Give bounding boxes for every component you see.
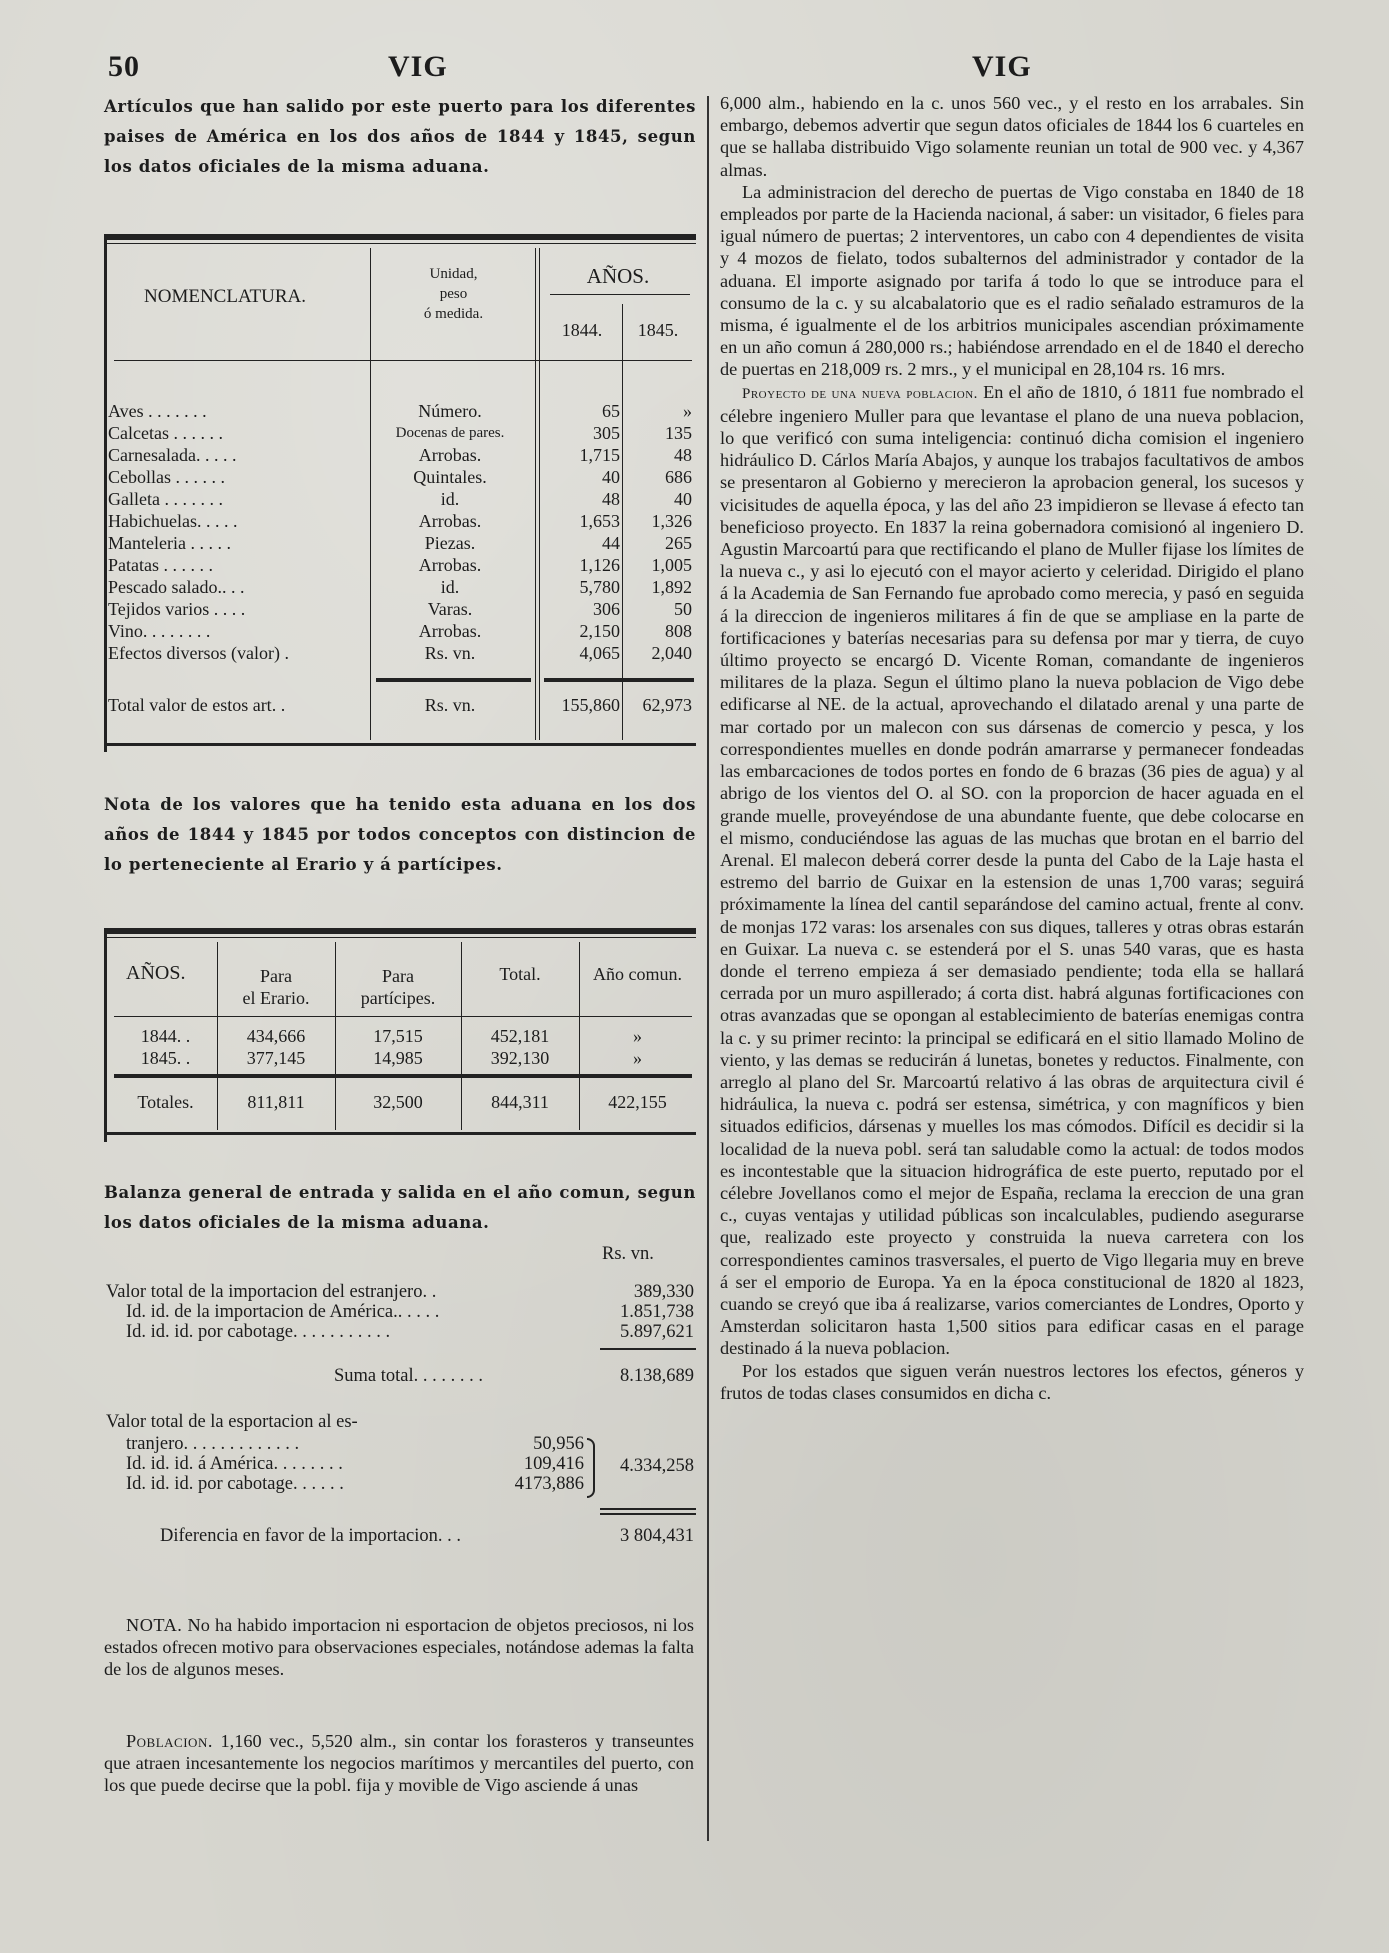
balanza-heading: Balanza general de entrada y salida en el año comun, segun los datos oficiales de la misma aduana. — [104, 1183, 696, 1232]
row-year: 1844. . — [140, 1026, 191, 1046]
exports-table — [104, 234, 696, 754]
row-name: Patatas . . . . . . — [108, 555, 213, 575]
poblacion-paragraph — [104, 1730, 694, 1797]
row-1845: 40 — [674, 489, 692, 509]
exp-america-label: Id. id. id. á América. . . . . . . . — [126, 1454, 343, 1474]
row-1844: 1,126 — [579, 555, 620, 575]
row-name: Galleta . . . . . . . — [108, 489, 223, 509]
table-border — [104, 1132, 696, 1135]
row-1845: 1,892 — [651, 577, 692, 597]
row-1845: 1,326 — [651, 511, 692, 531]
row-name: Habichuelas. . . . . — [108, 511, 238, 531]
total-unit: Rs. vn. — [424, 695, 476, 715]
row-unit: Número. — [418, 401, 482, 421]
anos-rule — [550, 294, 690, 295]
total-rule — [544, 678, 694, 682]
suma-label: Suma total. . . . . . . . — [334, 1366, 484, 1386]
total-1845: 62,973 — [642, 695, 692, 715]
exp-total-value: 50,956 — [533, 1434, 584, 1454]
col-participes: partícipes. — [360, 988, 436, 1008]
row-1844: 2,150 — [579, 621, 620, 641]
nota-paragraph — [104, 1614, 694, 1681]
balanza-section — [104, 1244, 696, 1674]
row-year: 1845. . — [140, 1048, 191, 1068]
totals-rule — [114, 1074, 692, 1078]
table-border — [104, 928, 107, 1142]
proyecto-label: Proyecto de una nueva poblacion. — [742, 385, 978, 402]
proyecto-text: En el año de 1810, ó 1811 fue nombrado el célebre ingeniero Muller para que levantase el plano de una nueva poblacion, lo que verificó con suma inteligencia: continuó dicha comision el ingeniero hidráulico D. Cárlos María Abajos, y aunque los trabajos facultativos de ambos se presentaron al Gobierno y merecieron la aprobacion general, los sucesos y vicisitudes de aquella época, y las del año 23 impidieron se llevase á efecto tan beneficioso proyecto. En 1837 la reina gobernadora comisionó al ingeniero D. Agustin Marcoartú para que rectificando el plano de Muller fijase los límites de la nueva c., y asi lo ejecutó con el mayor acierto y celeridad. Dirigido el plano á la Academia de San Fernando fue aprobado como merecia, y pasó en seguida á la direccion de ingenieros militares á fin de que se ampliase en la parte de fortificaciones y baterías necesarias para su defensa por mar y tierra, de cuyo último proyecto se encargó D. Vicente Roman, comandante de ingenieros militares de la plaza. Segun el último plano la nueva poblacion de Vigo debe edificarse al NE. de la actual, aprovechando el dilatado arenal y una parte de mar cortado por un malecon con sus dársenas de comercio y pesca, y los correspondientes muelles en donde podrán amarrarse y permanecer fondeadas las embarcaciones de todos portes en fondo de 6 brazas (36 pies de agua) y al abrigo de los vientos del O. al SO. con la proporcion de hacer aguada en el grande muelle, proveyéndose de una abundante fuente, que debe colocarse en el mismo, conduciéndose las aguas de las muchas que brotan en el barrio del Arenal. El malecon deberá correr desde la punta del Cabo de la Laje hasta el estremo del barrio de Guixar en la estension de unas 1,700 varas; seguirá próximamente la línea del cantil separándose del camino actual, frente al conv. de monjas 172 varas: los arsenales con sus diques, talleres y otras obras estarán en Guixar. La nueva c. se estenderá por el S. unas 540 varas, que es hasta donde el terreno empieza á ser demasiado pendiente; toda ella se hallará cerrada por un muro aspillerado; á corta dist. habrá algunas fortificaciones con otras avanzadas que se opongan al establecimiento de baterías enemigas contra la c. y su primer recinto: la principal se edificará en el sitio llamado Molino de viento, y las demas se reducirán á lunetas, bonetes y reductos. Finalmente, con arreglo al plano del Sr. Marcoartú relativo á las obras de arquitectura civil é hidráulica, la nueva c. podrá ser estensa, simétrica, y con magníficos y bien situados edificios, dársenas y muelles los mas cómodos. Difícil es decidir si la localidad de la nueva pobl. será tan saludable como la actual: de todos modos es incontestable que la situacion hidrográfica de este puerto, reputado por el célebre Jovellanos como el mejor de España, reclama la ereccion de una gran c., cuyas ventajas y utilidad públicas son incalculables, pudiendo asegurarse que, realizado este proyecto y construida la nueva carretera con los correspondientes caminos trasversales, el puerto de Vigo llegaria muy en breve á ser el emporio de Europa. Ya en la época constitucional de 1820 al 1823, cuando se creyó que iba á realizarse, varios comerciantes de Londres, Oporto y Amsterdan solicitaron hasta 1,500 sitios para edificar casas en el parage destinado á la nueva poblacion. — [720, 381, 1304, 1359]
imp-america-label: Id. id. de la importacion de América.. . . . . — [126, 1302, 440, 1322]
row-1845: 808 — [665, 621, 692, 641]
row-unit: Rs. vn. — [424, 643, 476, 663]
sum-rule — [600, 1513, 696, 1515]
sum-rule — [600, 1508, 696, 1510]
row-total: 452,181 — [490, 1026, 550, 1046]
totals-participes: 32,500 — [373, 1092, 423, 1112]
row-participes: 14,985 — [373, 1048, 423, 1068]
col-comun: Año comun. — [593, 964, 682, 984]
col-nomenclatura: NOMENCLATURA. — [144, 286, 307, 307]
exp-label-2: tranjero. . . . . . . . . . . . . — [126, 1434, 300, 1454]
col-total: Total. — [499, 964, 541, 984]
row-name: Tejidos varios . . . . — [108, 599, 246, 619]
row-comun: » — [633, 1048, 642, 1068]
left-running-title: VIG — [388, 50, 448, 83]
right-paragraph-3 — [720, 381, 1304, 1360]
table-border — [104, 928, 696, 934]
col-erario: el Erario. — [242, 988, 310, 1008]
row-participes: 17,515 — [373, 1026, 423, 1046]
row-1845: 135 — [665, 423, 692, 443]
row-name: Aves . . . . . . . — [108, 401, 207, 421]
row-1845: 2,040 — [651, 643, 692, 663]
row-1845: » — [683, 401, 692, 421]
col-anos: AÑOS. — [586, 264, 650, 288]
header-rule — [114, 1016, 692, 1017]
exp-sum-value: 4.334,258 — [620, 1456, 694, 1476]
imp-cabotage-label: Id. id. id. por cabotage. . . . . . . . . . . — [126, 1322, 391, 1342]
row-1844: 306 — [593, 599, 620, 619]
row-erario: 434,666 — [246, 1026, 306, 1046]
exp-cabotage-value: 4173,886 — [514, 1474, 584, 1494]
articulos-heading: Artículos que han salido por este puerto para los diferentes paises de América en los dos años de 1844 y 1845, segun los datos oficiales de la misma aduana. — [104, 97, 696, 176]
total-1844: 155,860 — [561, 695, 620, 715]
balanza-unit: Rs. vn. — [602, 1244, 654, 1264]
col-unidad: ó medida. — [423, 306, 484, 322]
col-unidad: Unidad, — [429, 266, 478, 282]
sum-rule — [600, 1348, 696, 1350]
row-1845: 1,005 — [651, 555, 692, 575]
row-name: Pescado salado.. . . — [108, 577, 245, 597]
row-unit: Docenas de pares. — [395, 425, 505, 441]
row-name: Calcetas . . . . . . — [108, 423, 223, 443]
row-1844: 65 — [602, 401, 620, 421]
imp-total-value: 389,330 — [633, 1282, 694, 1302]
row-total: 392,130 — [490, 1048, 550, 1068]
table-border — [104, 243, 696, 244]
column-rule — [535, 248, 536, 740]
row-name: Carnesalada. . . . . — [108, 445, 237, 465]
col-unidad: peso — [439, 286, 468, 302]
diff-label: Diferencia en favor de la importacion. . . — [160, 1526, 462, 1546]
totals-total: 844,311 — [491, 1092, 549, 1112]
table-border — [104, 743, 696, 746]
row-name: Cebollas . . . . . . — [108, 467, 225, 487]
row-unit: Arrobas. — [418, 621, 482, 641]
exp-america-value: 109,416 — [523, 1454, 584, 1474]
column-rule — [622, 304, 623, 740]
table-border — [104, 234, 107, 752]
totals-comun: 422,155 — [608, 1092, 667, 1112]
row-1845: 50 — [674, 599, 692, 619]
row-unit: Arrobas. — [418, 445, 482, 465]
row-1844: 305 — [593, 423, 620, 443]
page-number: 50 — [108, 50, 140, 83]
right-paragraph-2: La administracion del derecho de puertas de Vigo constaba en 1840 de 18 empleados por parte de la Hacienda nacional, á saber: un visitador, 6 fieles para igual número de puertas; 2 interventores, un cabo con 4 dependientes de visita y 4 mozos de fielato, todos subalternos del administrador y contador de la aduana. El importe asignado por tarifa á todo lo que se introduce para el consumo de la c. y su alcabalatorio que es el radio señalado estramuros de la misma, é igualmente el de los arbitrios municipales ascendian próximamente en un año comun á 280,000 rs.; habiéndose arrendado en el de 1840 el derecho de puertas en 218,009 rs. 2 mrs., y el municipal en 28,104 rs. 16 mrs. — [720, 181, 1304, 380]
row-1844: 1,715 — [579, 445, 620, 465]
row-unit: Varas. — [427, 599, 473, 619]
row-unit: Arrobas. — [418, 555, 482, 575]
row-name: Manteleria . . . . . — [108, 533, 231, 553]
row-1844: 40 — [602, 467, 620, 487]
header-rule — [114, 360, 692, 361]
row-unit: Piezas. — [424, 533, 476, 553]
col-anos: AÑOS. — [126, 962, 186, 984]
right-paragraph-4: Por los estados que siguen verán nuestros lectores los efectos, géneros y frutos de todas clases consumidos en dicha c. — [720, 1360, 1304, 1403]
row-unit: id. — [440, 577, 460, 597]
row-1845: 265 — [665, 533, 692, 553]
exp-label-1: Valor total de la esportacion al es- — [106, 1412, 358, 1432]
table-border — [104, 234, 696, 240]
totals-erario: 811,811 — [247, 1092, 305, 1112]
row-1844: 44 — [602, 533, 620, 553]
totals-label: Totales. — [137, 1092, 194, 1112]
total-name: Total valor de estos art. . — [108, 695, 286, 715]
row-1845: 48 — [674, 445, 692, 465]
table-border — [104, 937, 696, 938]
poblacion-text: 1,160 vec., 5,520 alm., sin contar los forasteros y transeuntes que atraen incesantemente los negocios marítimos y mercantiles del puerto, con los que puede decirse que la pobl. fija y movible de Vigo asciende á unas — [104, 1731, 694, 1796]
row-1844: 48 — [602, 489, 620, 509]
suma-value: 8.138,689 — [620, 1366, 694, 1386]
row-name: Efectos diversos (valor) . — [108, 643, 289, 663]
nota-valores-heading: Nota de los valores que ha tenido esta aduana en los dos años de 1844 y 1845 por todos conceptos con distincion de lo perteneciente al Erario y á partícipes. — [104, 795, 696, 874]
left-column — [104, 92, 696, 1796]
column-divider — [707, 96, 709, 1841]
imp-total-label: Valor total de la importacion del estranjero. . — [106, 1282, 437, 1302]
total-rule — [376, 678, 531, 682]
row-erario: 377,145 — [246, 1048, 306, 1068]
col-1845: 1845. — [637, 320, 679, 340]
row-unit: Arrobas. — [418, 511, 482, 531]
row-unit: Quintales. — [413, 467, 487, 487]
nota-text: No ha habido importacion ni esportacion de objetos preciosos, ni los estados ofrecen motivo para observaciones especiales, notándose ademas la falta de los de algunos meses. — [104, 1615, 694, 1680]
right-column — [720, 92, 1304, 1404]
exp-cabotage-label: Id. id. id. por cabotage. . . . . . — [126, 1474, 344, 1494]
diff-value: 3 804,431 — [620, 1526, 694, 1546]
col-participes: Para — [382, 966, 414, 986]
nota-label: NOTA. — [126, 1615, 183, 1635]
col-1844: 1844. — [561, 320, 603, 340]
row-1844: 1,653 — [579, 511, 620, 531]
row-1844: 4,065 — [579, 643, 620, 663]
right-paragraph-1: 6,000 alm., habiendo en la c. unos 560 vec., y el resto en los arrabales. Sin embargo, debemos advertir que segun datos oficiales de 1844 los 6 cuarteles en que se hallaba distribuido Vigo solamente reunian un total de 900 vec. y 4,367 almas. — [720, 93, 1304, 180]
row-1845: 686 — [665, 467, 692, 487]
row-comun: » — [633, 1026, 642, 1046]
revenue-table — [104, 928, 696, 1144]
imp-cabotage-value: 5.897,621 — [620, 1322, 694, 1342]
row-1844: 5,780 — [579, 577, 620, 597]
imp-america-value: 1.851,738 — [620, 1302, 694, 1322]
right-running-title: VIG — [972, 50, 1032, 83]
poblacion-label: Poblacion. — [126, 1731, 213, 1751]
row-unit: id. — [440, 489, 460, 509]
row-name: Vino. . . . . . . . — [108, 621, 211, 641]
col-erario: Para — [260, 966, 292, 986]
